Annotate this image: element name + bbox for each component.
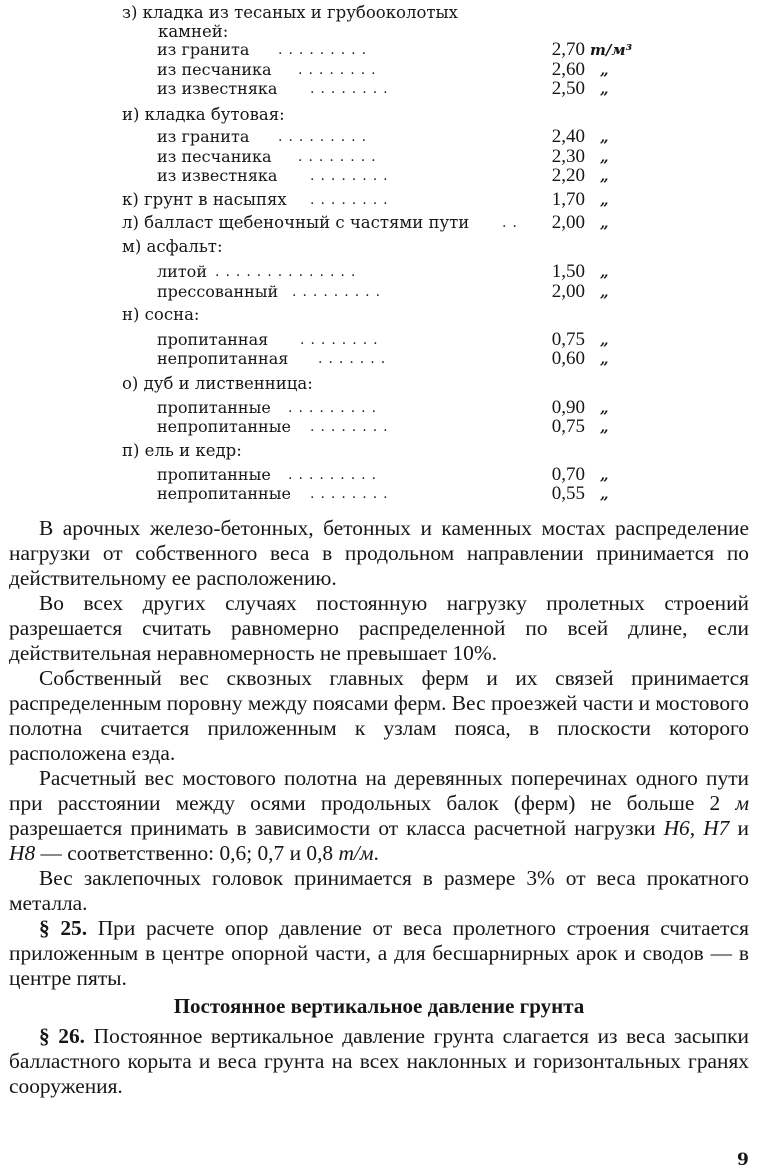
row-value: 1,70 bbox=[551, 189, 585, 210]
leader-dots: ........ bbox=[310, 81, 394, 97]
leader-dots: ........ bbox=[310, 419, 394, 435]
leader-dots: ......... bbox=[278, 129, 373, 145]
row-label: пропитанные bbox=[157, 398, 271, 417]
table-row bbox=[0, 261, 760, 283]
leader-dots: ........ bbox=[310, 192, 394, 208]
row-unit: „ bbox=[600, 263, 609, 281]
load-class: Н6 bbox=[663, 816, 690, 840]
load-class: Н8 bbox=[9, 841, 36, 865]
row-value: 0,75 bbox=[551, 329, 585, 350]
paragraph bbox=[9, 916, 749, 991]
row-unit: „ bbox=[600, 331, 609, 349]
row-value: 0,55 bbox=[551, 483, 585, 504]
leader-dots: ......... bbox=[288, 400, 383, 416]
leader-dots: .. bbox=[502, 215, 523, 231]
leader-dots: ........ bbox=[300, 332, 384, 348]
row-unit: „ bbox=[600, 283, 609, 301]
row-label: из известняка bbox=[157, 166, 278, 185]
paragraph: Вес заклепочных головок принимается в размере 3% от веса прокатного металла. bbox=[9, 866, 749, 915]
body-text bbox=[9, 516, 749, 1099]
row-unit: „ bbox=[600, 167, 609, 185]
row-value: 2,40 bbox=[551, 126, 585, 147]
density-table bbox=[0, 0, 760, 510]
row-value: 2,50 bbox=[551, 78, 585, 99]
text: Расчетный вес мостового полотна на деревянных поперечинах одного пути при расстоянии между осями продольных балок (ферм) не больше 2 bbox=[9, 766, 749, 815]
row-label: к) грунт в насыпях bbox=[122, 190, 287, 209]
paragraph: В арочных железо-бетонных, бетонных и каменных мостах распределение нагрузки от собственного веса в продольном направлении принимается по действительному ее расположению. bbox=[9, 516, 749, 590]
row-label: пропитанные bbox=[157, 465, 271, 484]
section-number: § 26. bbox=[39, 1024, 86, 1048]
header-text: н) сосна: bbox=[122, 305, 200, 324]
text: — соответственно: 0,6; 0,7 и 0,8 bbox=[35, 841, 339, 865]
row-value: 1,50 bbox=[551, 261, 585, 282]
row-unit: „ bbox=[600, 399, 609, 417]
table-row bbox=[0, 78, 760, 100]
leader-dots: ......... bbox=[292, 284, 387, 300]
row-unit: т/м³ bbox=[590, 41, 633, 59]
text: разрешается принимать в зависимости от класса расчетной нагрузки bbox=[9, 816, 664, 840]
leader-dots: .............. bbox=[215, 264, 362, 280]
row-unit: „ bbox=[600, 466, 609, 484]
table-row bbox=[0, 483, 760, 505]
header-text: п) ель и кедр: bbox=[122, 441, 242, 460]
row-label: литой bbox=[157, 262, 207, 281]
table-row bbox=[0, 212, 760, 234]
row-label: непропитанные bbox=[157, 417, 291, 436]
header-text: и) кладка бутовая: bbox=[122, 105, 285, 124]
row-value: 2,30 bbox=[551, 146, 585, 167]
header-text: м) асфальт: bbox=[122, 237, 223, 256]
leader-dots: ........ bbox=[310, 486, 394, 502]
row-unit: „ bbox=[600, 214, 609, 232]
row-unit: „ bbox=[600, 350, 609, 368]
row-value: 2,70 bbox=[551, 39, 585, 60]
leader-dots: ........ bbox=[298, 62, 382, 78]
row-label: из гранита bbox=[157, 40, 250, 59]
row-value: 0,90 bbox=[551, 397, 585, 418]
leader-dots: ......... bbox=[278, 42, 373, 58]
table-row bbox=[0, 126, 760, 148]
row-label: непропитанная bbox=[157, 349, 289, 368]
row-label: непропитанные bbox=[157, 484, 291, 503]
leader-dots: ....... bbox=[318, 351, 392, 367]
section-heading: Постоянное вертикальное давление грунта bbox=[173, 994, 585, 1018]
header-text: з) кладка из тесаных и грубооколотых bbox=[122, 3, 458, 22]
unit-text: т/м bbox=[338, 841, 374, 865]
table-row bbox=[0, 39, 760, 61]
paragraph bbox=[9, 1024, 749, 1099]
row-value: 2,00 bbox=[551, 212, 585, 233]
leader-dots: ........ bbox=[310, 168, 394, 184]
row-value: 0,70 bbox=[551, 464, 585, 485]
row-unit: „ bbox=[600, 148, 609, 166]
paragraph: Во всех других случаях постоянную нагрузку пролетных строений разрешается считать равномерно распределенной по всей длине, если действительная неравномерность не превышает 10%. bbox=[9, 591, 749, 665]
row-label: из песчаника bbox=[157, 147, 272, 166]
row-value: 2,60 bbox=[551, 59, 585, 80]
table-row bbox=[0, 189, 760, 211]
row-unit: „ bbox=[600, 191, 609, 209]
table-row bbox=[0, 165, 760, 187]
header-text: о) дуб и лиственница: bbox=[122, 374, 313, 393]
row-label: из известняка bbox=[157, 79, 278, 98]
row-unit: „ bbox=[600, 128, 609, 146]
row-label: из песчаника bbox=[157, 60, 272, 79]
leader-dots: ........ bbox=[298, 149, 382, 165]
row-label: л) балласт щебеночный с частями пути bbox=[122, 213, 470, 232]
row-unit: „ bbox=[600, 485, 609, 503]
text: и bbox=[729, 816, 749, 840]
row-value: 2,00 bbox=[551, 281, 585, 302]
unit-text: м bbox=[735, 791, 749, 815]
text: Постоянное вертикальное давление грунта слагается из веса засыпки балластного корыта и веса грунта на всех наклонных и горизонтальных гранях сооружения. bbox=[9, 1024, 750, 1098]
section-number: § 25. bbox=[39, 916, 88, 940]
paragraph: Собственный вес сквозных главных ферм и их связей принимается распределенным поровну между поясами ферм. Вес проезжей части и мостового полотна считается приложенным к узлам пояса, в плоскости которого расположена езда. bbox=[9, 666, 749, 765]
row-unit: „ bbox=[600, 418, 609, 436]
row-label: прессованный bbox=[157, 282, 279, 301]
text: При расчете опор давление от веса пролетного строения считается приложенным в центре опорной части, а для бесшарнирных арок и сводов — в центре пяты. bbox=[9, 916, 750, 990]
load-class: Н7 bbox=[703, 816, 730, 840]
row-value: 0,75 bbox=[551, 416, 585, 437]
row-label: пропитанная bbox=[157, 330, 269, 349]
row-value: 0,60 bbox=[551, 348, 585, 369]
text: , bbox=[689, 816, 704, 840]
row-value: 2,20 bbox=[551, 165, 585, 186]
page-number: 9 bbox=[737, 1150, 749, 1170]
row-unit: „ bbox=[600, 80, 609, 98]
table-row bbox=[0, 416, 760, 438]
table-row bbox=[0, 281, 760, 303]
text: . bbox=[373, 841, 379, 865]
leader-dots: ......... bbox=[288, 467, 383, 483]
row-unit: „ bbox=[600, 61, 609, 79]
paragraph bbox=[9, 766, 749, 866]
row-label: из гранита bbox=[157, 127, 250, 146]
header-text: камней: bbox=[158, 22, 229, 41]
table-row bbox=[0, 348, 760, 370]
